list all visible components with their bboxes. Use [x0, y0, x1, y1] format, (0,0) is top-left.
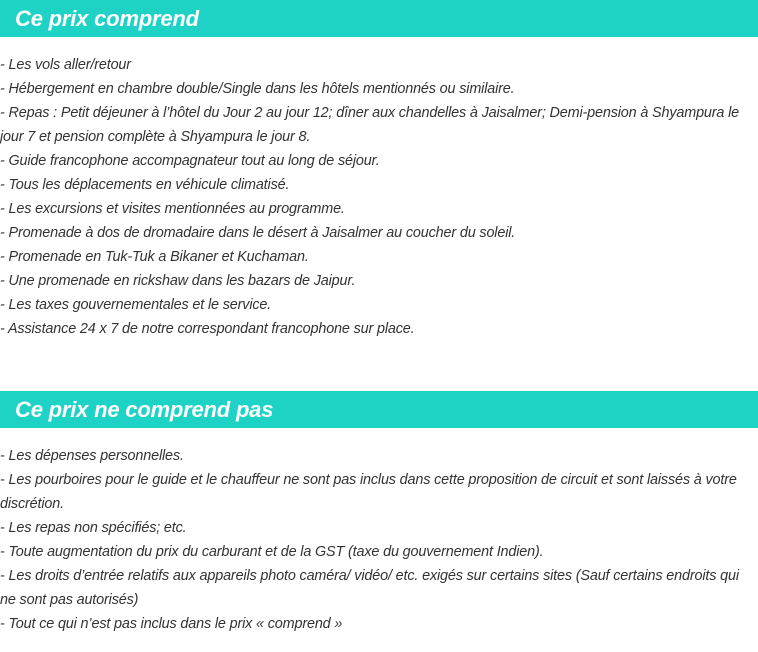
included-item: - Assistance 24 x 7 de notre correspondant francophone sur place. [0, 321, 415, 337]
excluded-section-title: Ce prix ne comprend pas [0, 391, 758, 428]
included-section-title: Ce prix comprend [0, 0, 758, 37]
included-item: - Promenade à dos de dromadaire dans le désert à Jaisalmer au coucher du soleil. [0, 225, 516, 241]
excluded-item: - Toute augmentation du prix du carburant et de la GST (taxe du gouvernement Indien). [0, 544, 544, 560]
excluded-item: - Tout ce qui n’est pas inclus dans le prix « comprend » [0, 616, 343, 632]
included-item: - Les excursions et visites mentionnées au programme. [0, 201, 345, 217]
included-item: - Hébergement en chambre double/Single dans les hôtels mentionnés ou similaire. [0, 81, 515, 97]
included-item: - Les taxes gouvernementales et le service. [0, 297, 272, 313]
included-item: - Promenade en Tuk-Tuk a Bikaner et Kuchaman. [0, 249, 309, 265]
included-item: - Une promenade en rickshaw dans les bazars de Jaipur. [0, 273, 356, 289]
excluded-item: - Les dépenses personnelles. [0, 448, 184, 464]
excluded-item: - Les pourboires pour le guide et le chauffeur ne sont pas inclus dans cette proposition de circuit et sont laissés à votre discrétion. [0, 472, 737, 512]
included-item: - Guide francophone accompagnateur tout au long de séjour. [0, 153, 380, 169]
included-item: - Repas : Petit déjeuner à l’hôtel du Jour 2 au jour 12; dîner aux chandelles à Jaisalmer; Demi-pension à Shyampura le jour 7 et pension complète à Shyampura le jour 8. [0, 105, 740, 145]
included-item: - Tous les déplacements en véhicule climatisé. [0, 177, 290, 193]
included-items-list [0, 53, 752, 341]
included-item: - Les vols aller/retour [0, 57, 131, 73]
excluded-item: - Les repas non spécifiés; etc. [0, 520, 187, 536]
excluded-items-list [0, 444, 752, 636]
excluded-item: - Les droits d’entrée relatifs aux appareils photo caméra/ vidéo/ etc. exigés sur certains sites (Sauf certains endroits qui ne sont pas autorisés) [0, 568, 739, 608]
